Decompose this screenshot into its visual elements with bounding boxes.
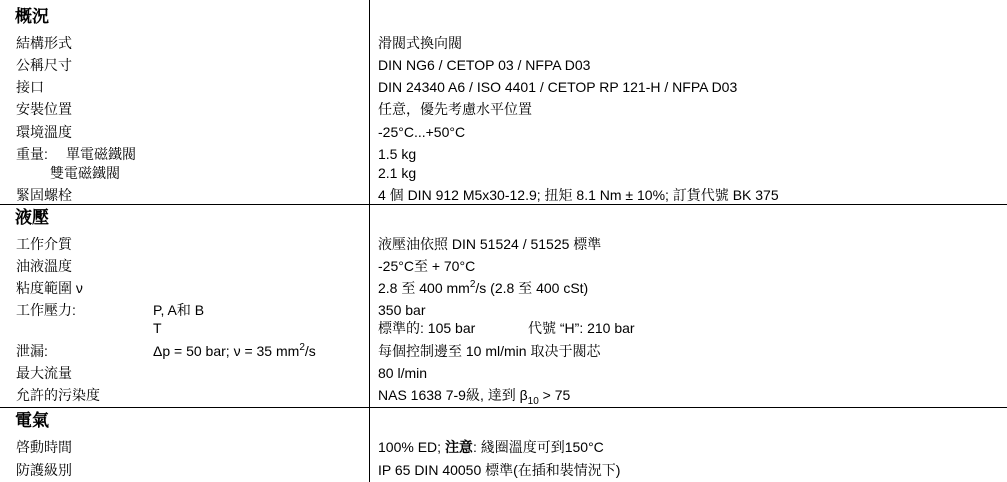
leakage-condition-main: Δp = 50 bar; ν = 35 mm: [153, 343, 300, 359]
leakage-value: 每個控制邊至 10 ml/min 取决于閥芯: [378, 343, 601, 359]
row-label: 粘度範圍 ν: [16, 280, 83, 296]
weight-single-label: 單電磁鐵閥: [66, 146, 136, 162]
contamination-value: [378, 387, 571, 407]
viscosity-value-tail: /s (2.8 至 400 cSt): [475, 280, 589, 296]
column-divider: [369, 0, 370, 482]
pressure-value-t-h: 代號 “H”: 210 bar: [528, 320, 635, 336]
viscosity-value: [378, 280, 588, 297]
duty-note-label: 注意: [444, 439, 473, 455]
row-value: 4 個 DIN 912 M5x30-12.9; 扭矩 8.1 Nm ± 10%; 訂貨代號 BK 375: [378, 187, 779, 203]
row-value: -25°C至 + 70°C: [378, 258, 476, 274]
viscosity-value-sup: 2: [469, 279, 476, 290]
row-label: 防護級別: [16, 462, 72, 478]
section-heading-electrical: 電氣: [15, 411, 49, 430]
row-label: 緊固螺栓: [16, 187, 72, 203]
pressure-port-pab: P, A和 B: [153, 302, 205, 318]
row-value: IP 65 DIN 40050 標準(在插和裝情況下): [378, 462, 621, 478]
row-value: -25°C...+50°C: [378, 124, 466, 140]
row-value: DIN NG6 / CETOP 03 / NFPA D03: [378, 57, 591, 73]
row-label: 啓動時間: [16, 439, 72, 455]
duty-value-tail: : 綫圈溫度可到150°C: [472, 439, 604, 455]
row-label: 油液溫度: [16, 258, 72, 274]
row-label: 公稱尺寸: [16, 57, 72, 73]
leakage-condition-tail: /s: [304, 343, 316, 359]
pressure-value-pab: 350 bar: [378, 302, 426, 318]
leakage-label: 泄漏:: [16, 343, 48, 359]
weight-double-label: 雙電磁鐵閥: [50, 165, 120, 181]
contamination-value-tail: > 75: [538, 387, 571, 403]
row-value: DIN 24340 A6 / ISO 4401 / CETOP RP 121-H / NFPA D03: [378, 79, 738, 95]
weight-double-value: 2.1 kg: [378, 165, 417, 181]
weight-label: 重量:: [16, 146, 48, 162]
viscosity-value-main: 2.8 至 400 mm: [378, 280, 470, 296]
leakage-condition-sup: 2: [299, 342, 305, 353]
section-heading-hydraulic: 液壓: [15, 208, 49, 227]
pressure-port-t: T: [153, 320, 162, 336]
section-heading-overview: 概況: [15, 7, 49, 26]
contamination-value-main: NAS 1638 7-9級, 達到 β: [378, 387, 528, 403]
pressure-label: 工作壓力:: [16, 302, 76, 318]
duty-value-main: 100% ED;: [378, 439, 445, 455]
section-divider-hydraulic-electrical: [0, 407, 1007, 408]
row-label: 安裝位置: [16, 101, 72, 117]
row-label: 允許的污染度: [16, 387, 100, 403]
weight-single-value: 1.5 kg: [378, 146, 417, 162]
contamination-value-sub: 10: [527, 396, 539, 407]
row-label: 結構形式: [16, 35, 72, 51]
row-label: 工作介質: [16, 236, 72, 252]
row-label: 最大流量: [16, 365, 72, 381]
leakage-condition: [153, 343, 316, 360]
row-label: 環境溫度: [16, 124, 72, 140]
row-value: 液壓油依照 DIN 51524 / 51525 標準: [378, 236, 602, 252]
row-value: 滑閥式換向閥: [378, 35, 462, 51]
pressure-value-t-standard: 標準的: 105 bar: [378, 320, 476, 336]
row-value: 80 l/min: [378, 365, 428, 381]
row-label: 接口: [16, 79, 44, 95]
section-divider-overview-hydraulic: [0, 204, 1007, 205]
row-value: 任意，優先考慮水平位置: [378, 101, 532, 117]
duty-value: [378, 439, 604, 456]
